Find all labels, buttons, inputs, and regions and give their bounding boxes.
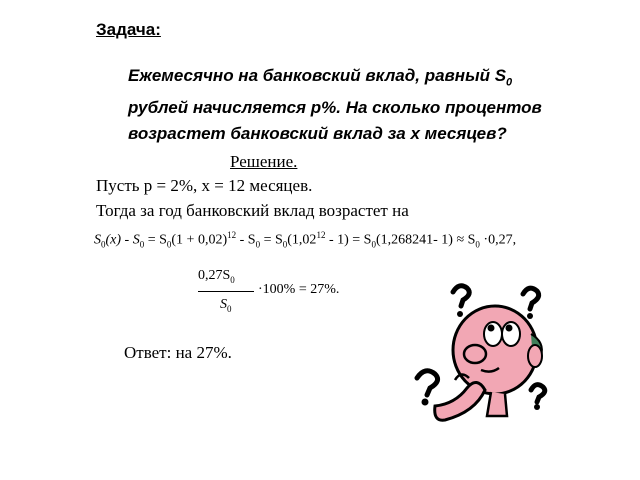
- fraction-numerator: $0,27S_0$: [198, 268, 235, 285]
- task-heading: Задача:: [96, 20, 161, 39]
- thinking-person-cartoon: [395, 268, 565, 443]
- solution-title: Решение.: [230, 152, 298, 171]
- solution-line-2: Тогда за год банковский вклад возрастет на: [96, 201, 409, 220]
- problem-statement: [128, 63, 542, 147]
- solution-line-1: Пусть p = 2%, x = 12 месяцев.: [96, 176, 313, 195]
- fraction-result: ·100% = 27%.: [258, 282, 340, 297]
- problem-line-3: возрастет банковский вклад за x месяцев?: [128, 124, 507, 144]
- answer-text: Ответ: на 27%.: [124, 343, 232, 362]
- fraction-denominator: $S_0$: [220, 297, 232, 314]
- problem-line-1: Ежемесячно на банковский вклад, равный $S_0$: [128, 66, 513, 89]
- growth-formula: $S_0(x) - S_0 = S_0(1 + 0,02)^{12} - S_0 = S_0(1,02^{12} - 1) = S_0(1,268241-$ $1) \approx S_0 \cdot 0,27$,: [94, 230, 517, 250]
- fraction-bar: [198, 291, 254, 292]
- problem-line-2: рублей начисляется p%. На сколько процентов: [128, 98, 542, 118]
